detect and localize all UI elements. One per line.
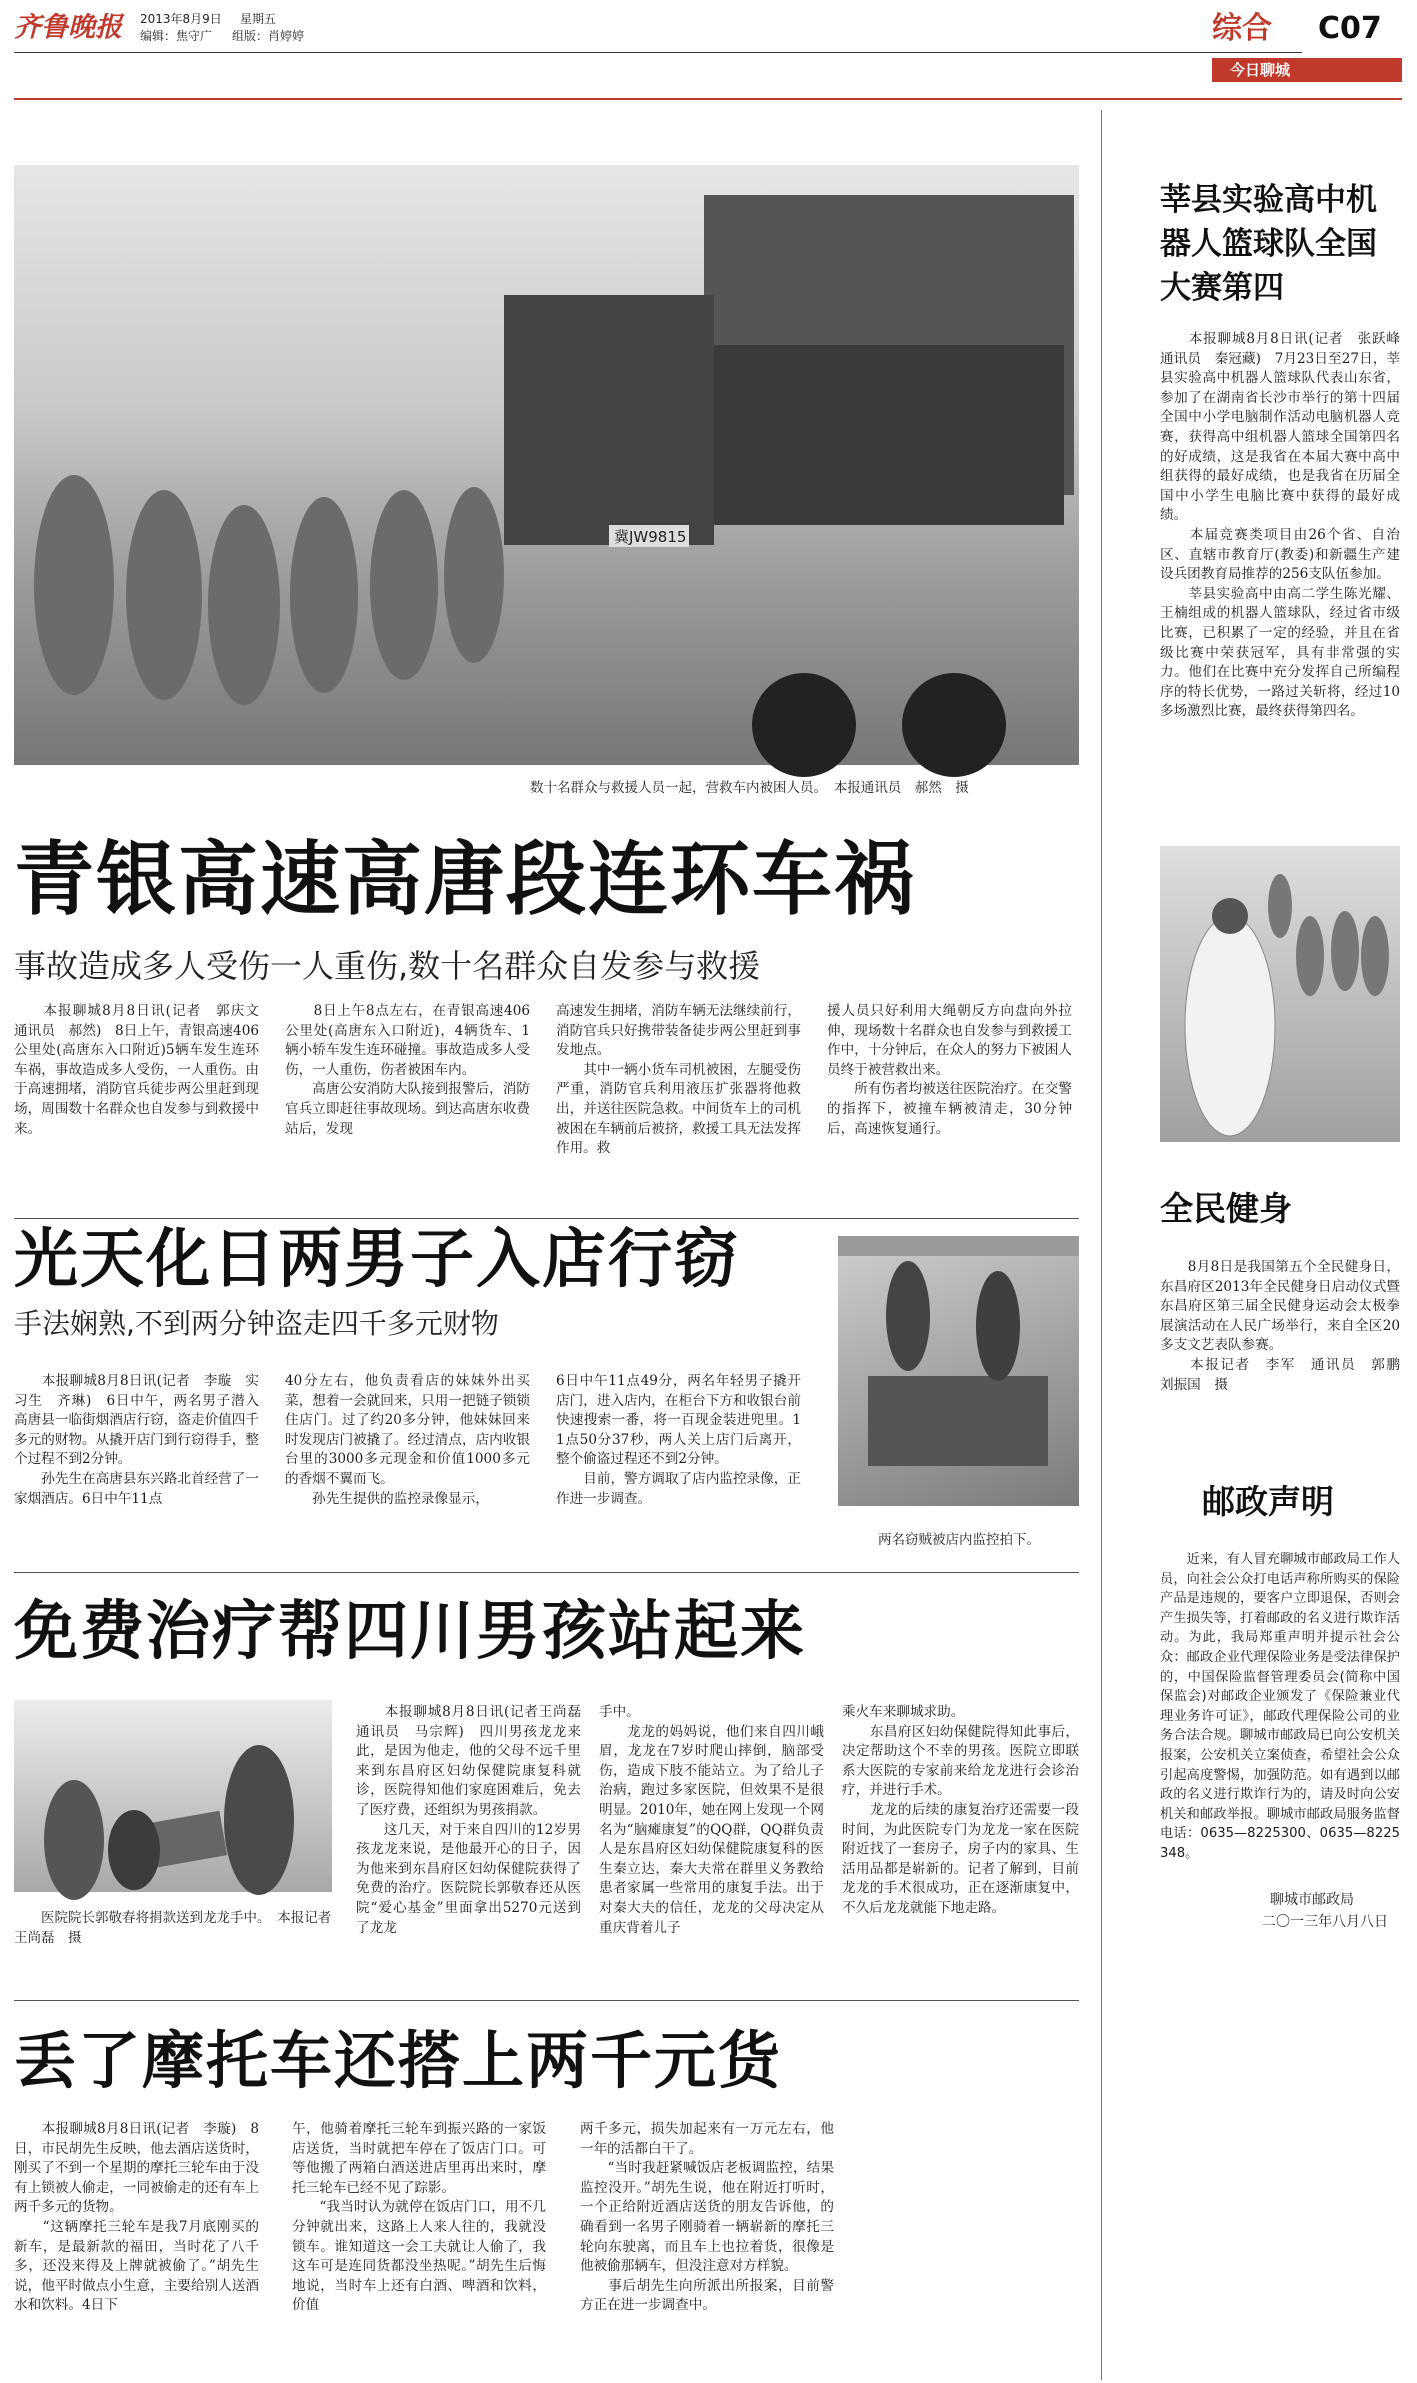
designer-credit: 组版：肖婷婷 [232,29,305,43]
story1-col4: 援人员只好利用大绳朝反方向盘向外拉伸，现场数十名群众也自发参与到救援工作中，十分钟后，在众人的努力下被困人员终于被营救出来。 所有伤者均被送往医院治疗。在交警的指挥下，被撞车辆被清走，30分钟后，高速恢复通行。 [827,1003,1072,1137]
story3-headline: 免费治疗帮四川男孩站起来 [14,1595,806,1669]
masthead-rule [14,52,1302,53]
divider [14,2000,1079,2001]
story2-col3: 6日中午11点49分，两名年轻男子撬开店门，进入店内，在柜台下方和收银台前快速搜索一番，将一百现金装进兜里。11点50分37秒，两人关上店门后离开，整个偷盗过程还不到2分钟。 目前，警方调取了店内监控录像，正作进一步调查。 [556,1373,801,1507]
story1-headline: 青银高速高唐段连环车祸 [14,833,916,926]
postal-date: 二〇一三年八月八日 [1262,1914,1388,1930]
sidebar-column-rule [1101,110,1102,2380]
subsection-name: 今日聊城 [1230,61,1291,79]
taichi-illustration [1160,846,1400,1142]
surveillance-caption: 两名窃贼被店内监控拍下。 [878,1532,1040,1548]
story2-subheadline: 手法娴熟,不到两分钟盗走四千多元财物 [14,1307,499,1340]
robot-article: 本报聊城8月8日讯(记者 张跃峰 通讯员 秦冠藏) 7月23日至27日，莘县实验高中机器人篮球队代表山东省，参加了在湖南省长沙市举行的第十四届全国中小学电脑制作活动电脑机器人竞赛，获得高中组机器人篮球全国第四名的好成绩，这是我省在本届大赛中高中组获得的最好成绩，也是我省在历届全国中小学生电脑比赛中获得的最好成绩。 本届竞赛类项目由26个省、自治区、直辖市教育厅(教委)和新疆生产建设兵团教育局推荐的256支队伍参加。 莘县实验高中由高二学生陈光耀、王楠组成的机器人篮球队，经过省市级比赛，已积累了一定的经验，并且在省级比赛中荣获冠军，具有非常强的实力。他们在比赛中充分发挥自己所编程序的特长优势，一路过关斩将，经过10多场激烈比赛，最终获得第四名。 [1160,331,1400,720]
postal-article: 近来，有人冒充聊城市邮政局工作人员，向社会公众打电话声称所购买的保险产品是违规的，要客户立即退保，否则会产生损失等，打着邮政的名义进行欺诈活动。为此，我局郑重声明并提示社会公众：邮政企业代理保险业务是受法律保护的，中国保险监督管理委员会(简称中国保监会)对邮政企业颁发了《保险兼业代理业务许可证》，邮政代理保险公司的业务合法合规。聊城市邮政局已向公安机关报案，公安机关立案侦查，希望社会公众引起高度警惕，加强防范。如有遇到以邮政的名义进行欺诈行为的，请及时向公安机关和邮政举报。聊城市邮政局服务监督电话：0635—8225300、0635—8225348。 [1160,1552,1400,1861]
story4-col2: 午，他骑着摩托三轮车到振兴路的一家饭店送货，当时就把车停在了饭店门口。可等他搬了两箱白酒送进店里再出来时，摩托三轮车已经不见了踪影。 “我当时认为就停在饭店门口，用不几分钟就出来，这路上人来人往的，我就没锁车。谁知道这一会工夫就让人偷了，我这车可是连同货都没坐热呢。”胡先生后悔地说，当时车上还有白酒、啤酒和饮料，价值 [292,2121,546,2314]
postal-headline: 邮政声明 [1202,1482,1334,1521]
donation-caption: 医院院长郭敬春将捐款送到龙龙手中。 本报记者 王尚磊 摄 [14,1910,345,1946]
story4-col3: 两千多元，损失加起来有一万元左右，他一年的活都白干了。 “当时我赶紧喊饭店老板调监控，结果监控没开。”胡先生说，他在附近打听时，一个正给附近酒店送货的朋友告诉他，的确看到一名男子刚骑着一辆崭新的摩托三轮向东驶离，而且车上也拉着货，很像是他被偷那辆车，但没注意对方样貌。 事后胡先生向所派出所报案，目前警方正在进一步调查中。 [580,2121,834,2314]
accident-photo [14,165,1079,765]
story3-col1: 本报聊城8月8日讯(记者王尚磊 通讯员 马宗辉) 四川男孩龙龙来此，是因为他走，他的父母不远千里来到东昌府区妇幼保健院康复科就诊，医院得知他们家庭困难后，免去了医疗费，还组织为男孩捐款。 这几天，对于来自四川的12岁男孩龙龙来说，是他最开心的日子，因为他来到东昌府区妇幼保健院获得了免费的治疗。医院院长郭敬春还从医院“爱心基金”里面拿出5270元送到了龙龙 [356,1704,581,1936]
taichi-photo [1160,846,1400,1142]
newspaper-logo: 齐鲁晚报 [14,12,122,43]
issue-date: 2013年8月9日 [140,12,222,26]
divider [14,1218,1079,1219]
truck-plate: 冀JW9815 [614,528,687,546]
story4-headline: 丢了摩托车还搭上两千元货 [14,2024,783,2097]
story2-col2: 40分左右，他负责看店的妹妹外出买菜，想着一会就回来，只用一把链子锁锁住店门。过了约20多分钟，他妹妹回来时发现店门被撬了。经过清点，店内收银台里的3000多元现金和价值1000多元的香烟不翼而飞。 孙先生提供的监控录像显示， [285,1373,530,1507]
divider [14,1572,1079,1573]
editor-credit: 编辑：焦守广 [140,29,213,43]
story1-col2: 8日上午8点左右，在青银高速406公里处(高唐东入口附近)，4辆货车、1辆小轿车发生连环碰撞。事故造成多人受伤，一人重伤，伤者被困车内。 高唐公安消防大队接到报警后，消防官兵立即赶往事故现场。到达高唐东收费站后，发现 [285,1003,530,1137]
main-photo-caption: 数十名群众与救援人员一起，营救车内被困人员。 本报通讯员 郝然 摄 [530,780,969,796]
surveillance-photo [838,1236,1079,1506]
story1-subheadline: 事故造成多人受伤一人重伤,数十名群众自发参与救援 [14,947,761,985]
postal-signature: 聊城市邮政局 [1270,1892,1354,1908]
donation-photo [14,1700,332,1892]
page-number: C07 [1318,11,1382,46]
robot-headline: 莘县实验高中机器人篮球队全国大赛第四 [1160,182,1377,306]
story1-col1: 本报聊城8月8日讯(记者 郭庆文 通讯员 郝然) 8日上午，青银高速406公里处(高唐东入口附近)5辆车发生连环车祸，事故造成多人受伤，一人重伤。由于高速拥堵，消防官兵徒步两公里赶到现场，周围数十名群众也自发参与到救援中来。 [14,1003,273,1137]
donation-illustration [14,1700,332,1892]
story2-col1: 本报聊城8月8日讯(记者 李璇 实习生 齐琳) 6日中午，两名男子潜入高唐县一临街烟酒店行窃，盗走价值四千多元的财物。从撬开店门到行窃得手，整个过程不到2分钟。 孙先生在高唐县东兴路北首经营了一家烟酒店。6日中午11点 [14,1373,259,1507]
section-name: 综合 [1212,11,1272,46]
fitness-headline: 全民健身 [1160,1189,1292,1228]
surveillance-illustration [838,1236,1079,1506]
accident-illustration [14,165,1079,765]
fitness-article: 8月8日是我国第五个全民健身日，东昌府区2013年全民健身日启动仪式暨东昌府区第三届全民健身运动会太极拳展演活动在人民广场举行，来自全区20多支文艺表队参赛。 本报记者 李军 通讯员 郭鹏 刘振国 摄 [1160,1259,1400,1393]
story3-col2: 手中。 龙龙的妈妈说，他们来自四川峨眉，龙龙在7岁时爬山摔倒，脑部受伤，造成下肢不能站立。为了给儿子治病，跑过多家医院，但效果不是很明显。2010年，她在网上发现一个网名为“脑瘫康复”的QQ群，QQ群负责人是东昌府区妇幼保健院康复科的医生秦立达，秦大夫常在群里义务教给患者家属一些常用的康复手法。出于对秦大夫的信任，龙龙的父母决定从重庆背着儿子 [599,1704,824,1936]
story1-col3: 高速发生拥堵，消防车辆无法继续前行，消防官兵只好携带装备徒步两公里赶到事发地点。 其中一辆小货车司机被困，左腿受伤严重，消防官兵利用液压扩张器将他救出，并送往医院急救。中间货车上的司机被困在车辆前后被挤，救援工具无法发挥作用。救 [556,1003,801,1157]
top-rule [14,98,1402,100]
issue-weekday: 星期五 [240,12,277,26]
story2-headline: 光天化日两男子入店行窃 [14,1223,740,1297]
story3-col3: 乘火车来聊城求助。 东昌府区妇幼保健院得知此事后，决定帮助这个不幸的男孩。医院立即联系大医院的专家前来给龙龙进行会诊治疗，并进行手术。 龙龙的后续的康复治疗还需要一段时间，为此医院专门为龙龙一家在医院附近找了一套房子，房子内的家具、生活用品都是崭新的。记者了解到，目前龙龙的手术很成功，正在逐渐康复中，不久后龙龙就能下地走路。 [842,1704,1079,1916]
story4-col1: 本报聊城8月8日讯(记者 李璇) 8日，市民胡先生反映，他去酒店送货时，刚买了不到一个星期的摩托三轮车由于没有上锁被人偷走，一同被偷走的还有车上两千多元的货物。 “这辆摩托三轮车是我7月底刚买的新车，是最新款的福田，当时花了八千多，还没来得及上牌就被偷了。”胡先生说，他平时做点小生意，主要给别人送酒水和饮料。4日下 [14,2121,259,2314]
